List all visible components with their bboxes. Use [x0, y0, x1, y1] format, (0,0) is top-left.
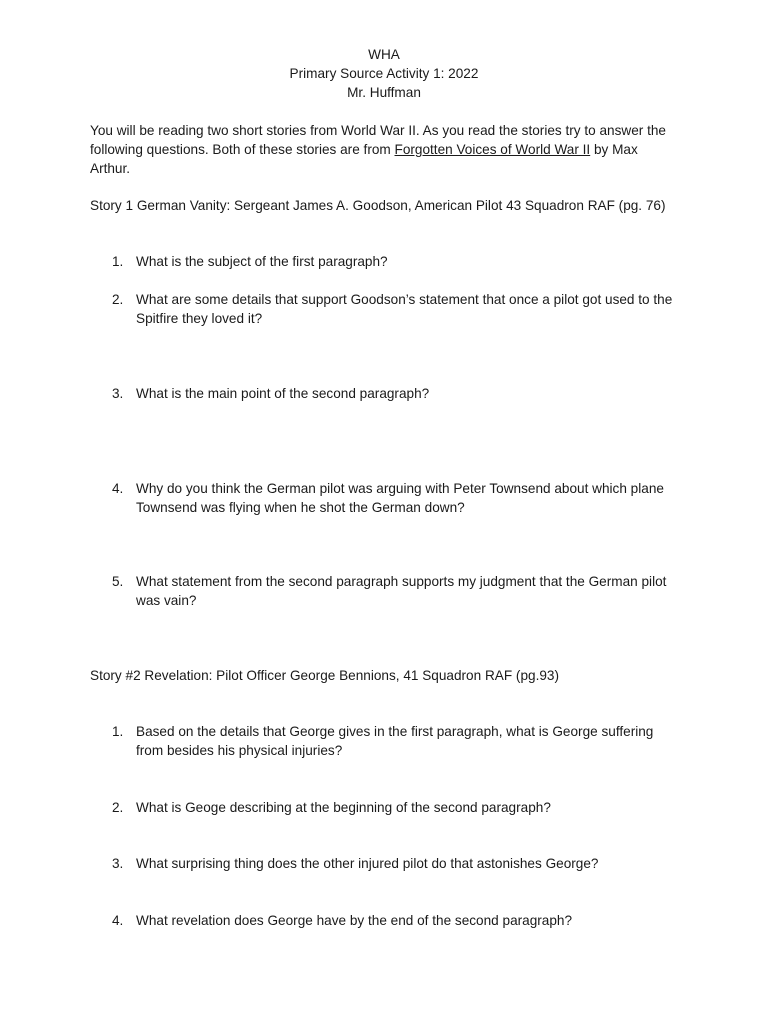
question-number: 3. [112, 386, 124, 401]
question-number: 2. [112, 800, 124, 815]
question-number: 2. [112, 292, 124, 307]
story1-question-4 [112, 479, 682, 517]
book-title: Forgotten Voices of World War II [394, 142, 591, 157]
story1-question-3 [112, 384, 682, 403]
teacher-name: Mr. Huffman [347, 85, 421, 100]
question-text: What are some details that support Goodson’s statement that once a pilot got used to the Spitfire they loved it? [136, 292, 673, 326]
question-text: What is Geoge describing at the beginning of the second paragraph? [136, 800, 551, 815]
question-text: What statement from the second paragraph supports my judgment that the German pilot was vain? [136, 574, 667, 608]
story2-question-2 [112, 798, 682, 817]
story1-question-1 [112, 252, 682, 271]
story2-heading: Story #2 Revelation: Pilot Officer George Bennions, 41 Squadron RAF (pg.93) [90, 668, 559, 683]
question-text: What is the main point of the second paragraph? [136, 386, 430, 401]
story1-heading: Story 1 German Vanity: Sergeant James A. Goodson, American Pilot 43 Squadron RAF (pg. 76) [90, 198, 666, 213]
question-number: 3. [112, 856, 124, 871]
intro-paragraph [90, 121, 680, 178]
question-number: 1. [112, 724, 124, 739]
story2-question-4 [112, 911, 682, 930]
story1-question-2 [112, 290, 682, 328]
course-title: WHA [368, 47, 400, 62]
intro-text-end: by Max Arthur. [90, 142, 638, 176]
question-text: Based on the details that George gives in the first paragraph, what is George suffering from besides his physical injuries? [136, 724, 654, 758]
story2-question-3 [112, 854, 682, 873]
story2-question-1 [112, 722, 682, 760]
question-number: 1. [112, 254, 124, 269]
intro-text-start: You will be reading two short stories from World War II. As you read the stories try to answer the following questions. Both of these stories are from [90, 123, 666, 157]
document-header [0, 45, 768, 102]
question-text: What revelation does George have by the end of the second paragraph? [136, 913, 573, 928]
story1-question-5 [112, 572, 682, 610]
question-text: What is the subject of the first paragraph? [136, 254, 388, 269]
question-number: 4. [112, 481, 124, 496]
question-text: Why do you think the German pilot was arguing with Peter Townsend about which plane Townsend was flying when he shot the German down? [136, 481, 664, 515]
question-text: What surprising thing does the other injured pilot do that astonishes George? [136, 856, 599, 871]
question-number: 5. [112, 574, 124, 589]
activity-title: Primary Source Activity 1: 2022 [289, 66, 479, 81]
question-number: 4. [112, 913, 124, 928]
